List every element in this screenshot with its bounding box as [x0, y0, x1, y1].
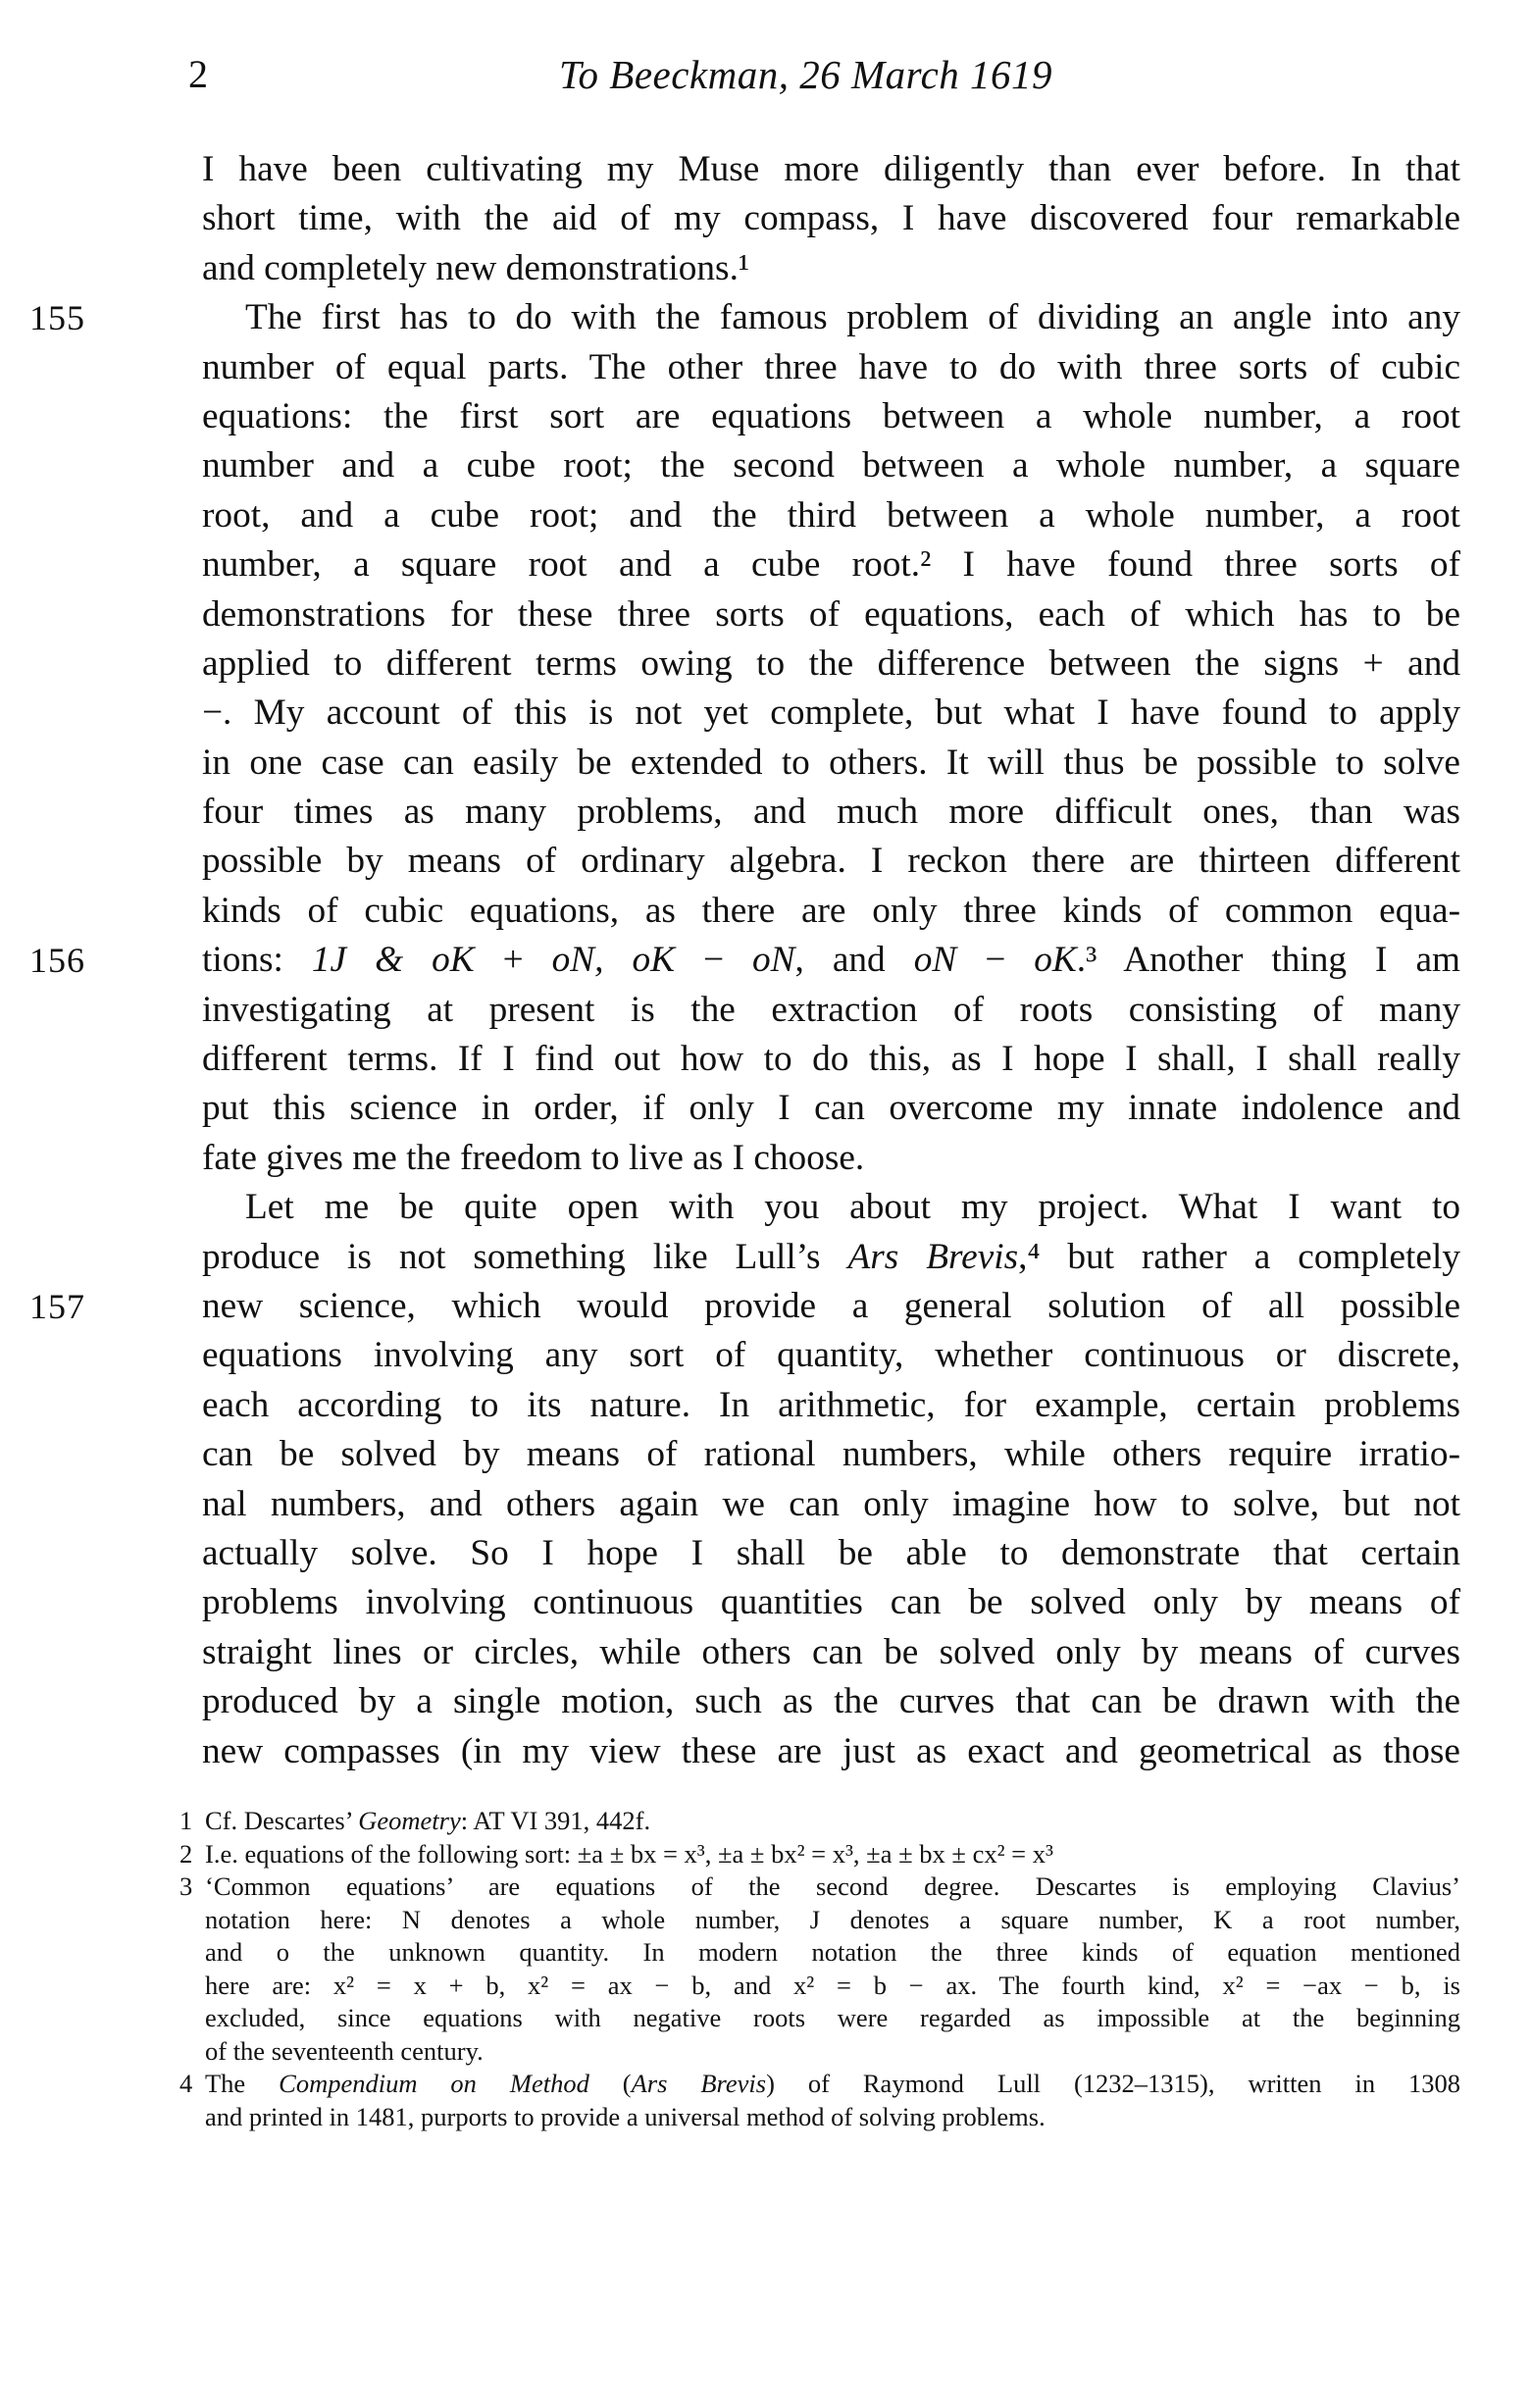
text-line: 156 tions: 1J & oK + oN, oK − oN, and oN − oK.³ Another thing I am [202, 936, 1460, 985]
footnote-line: here are: x² = x + b, x² = ax − b, and x² = b − ax. The fourth kind, x² = −ax − b, is [205, 1970, 1460, 2000]
footnote-line: The Compendium on Method (Ars Brevis) of Raymond Lull (1232–1315), written in 1308 [205, 2069, 1461, 2098]
text-line: can be solved by means of rational numbers, while others require irratio- [202, 1434, 1460, 1475]
text-line: −. My account of this is not yet complete, but what I have found to apply [202, 692, 1460, 734]
text-line: problems involving continuous quantities can be solved only by means of [202, 1582, 1460, 1623]
footnotes [179, 1805, 1460, 2133]
running-head: To Beeckman, 26 March 1619 [559, 52, 1053, 97]
footnote-line: and o the unknown quantity. In modern notation the three kinds of equation mentioned [205, 1937, 1460, 1967]
text-line: demonstrations for these three sorts of equations, each of which has to be [202, 593, 1460, 635]
text-line: investigating at present is the extraction of roots consisting of many [202, 989, 1460, 1030]
text-line: in one case can easily be extended to others. It will thus be possible to solve [202, 742, 1460, 783]
footnote-line: excluded, since equations with negative roots were regarded as impossible at the beginning [205, 2003, 1460, 2032]
page-number: 2 [188, 52, 208, 96]
text-line: equations: the first sort are equations between a whole number, a root [202, 395, 1460, 436]
footnote-line: Cf. Descartes’ Geometry: AT VI 391, 442f. [205, 1806, 651, 1835]
text-line: possible by means of ordinary algebra. I reckon there are thirteen different [202, 841, 1460, 882]
footnote-line: ‘Common equations’ are equations of the second degree. Descartes is employing Clavius’ [205, 1871, 1460, 1901]
footnote-4 [179, 2068, 1460, 2133]
text-line: four times as many problems, and much more difficult ones, than was [202, 792, 1460, 833]
text-line: and completely new demonstrations.¹ [202, 247, 750, 288]
text-line: equations involving any sort of quantity, whether continuous or discrete, [202, 1335, 1460, 1376]
footnote-number: 2 [179, 1838, 193, 1869]
footnote-line: I.e. equations of the following sort: ±a ± bx = x³, ±a ± bx² = x³, ±a ± bx ± cx² = x³ [205, 1838, 1053, 1869]
text-line: different terms. If I find out how to do this, as I hope I shall, I shall really [202, 1039, 1460, 1080]
text-line: 157 new science, which would provide a general solution of all possible [202, 1282, 1460, 1331]
margin-reference-156: 156 [29, 941, 85, 981]
text-line: produce is not something like Lull’s Ars Brevis,⁴ but rather a completely [202, 1236, 1460, 1277]
footnote-number: 3 [179, 1871, 193, 1901]
text-line: Let me be quite open with you about my project. What I want to [245, 1187, 1460, 1228]
main-text [29, 145, 1461, 1776]
text-line: nal numbers, and others again we can only imagine how to solve, but not [202, 1483, 1460, 1524]
footnote-number: 1 [179, 1806, 193, 1835]
text-line: number and a cube root; the second between a whole number, a square [202, 445, 1460, 487]
text-line: 155 The first has to do with the famous problem of dividing an angle into any [202, 293, 1460, 342]
text-line: put this science in order, if only I can overcome my innate indolence and [202, 1088, 1460, 1129]
footnote-number: 4 [179, 2069, 193, 2098]
footnote-line: of the seventeenth century. [205, 2035, 484, 2066]
text-line: short time, with the aid of my compass, I have discovered four remarkable [202, 198, 1460, 239]
page-header [0, 51, 1531, 110]
text-line: straight lines or circles, while others can be solved only by means of curves [202, 1631, 1460, 1672]
text-line: kinds of cubic equations, as there are only three kinds of common equa- [202, 890, 1460, 931]
text-line: I have been cultivating my Muse more diligently than ever before. In that [202, 149, 1460, 189]
text-line: applied to different terms owing to the difference between the signs + and [202, 642, 1460, 684]
footnote-2 [179, 1838, 1460, 1871]
footnote-1 [179, 1805, 1460, 1838]
text-line: produced by a single motion, such as the curves that can be drawn with the [202, 1681, 1460, 1722]
text-line: fate gives me the freedom to live as I choose. [202, 1137, 865, 1178]
text-line: number, a square root and a cube root.² I have found three sorts of [202, 544, 1460, 586]
text-line: new compasses (in my view these are just as exact and geometrical as those [202, 1730, 1460, 1771]
footnote-line: notation here: N denotes a whole number, J denotes a square number, K a root number, [205, 1904, 1460, 1934]
text-line: root, and a cube root; and the third between a whole number, a root [202, 494, 1460, 536]
footnote-3 [179, 1870, 1460, 2068]
margin-reference-157: 157 [29, 1286, 85, 1326]
text-line: actually solve. So I hope I shall be able to demonstrate that certain [202, 1532, 1460, 1573]
text-line: number of equal parts. The other three have to do with three sorts of cubic [202, 346, 1460, 387]
text-line: each according to its nature. In arithmetic, for example, certain problems [202, 1384, 1460, 1425]
footnote-line: and printed in 1481, purports to provide a universal method of solving problems. [205, 2101, 1046, 2131]
margin-reference-155: 155 [29, 298, 85, 338]
